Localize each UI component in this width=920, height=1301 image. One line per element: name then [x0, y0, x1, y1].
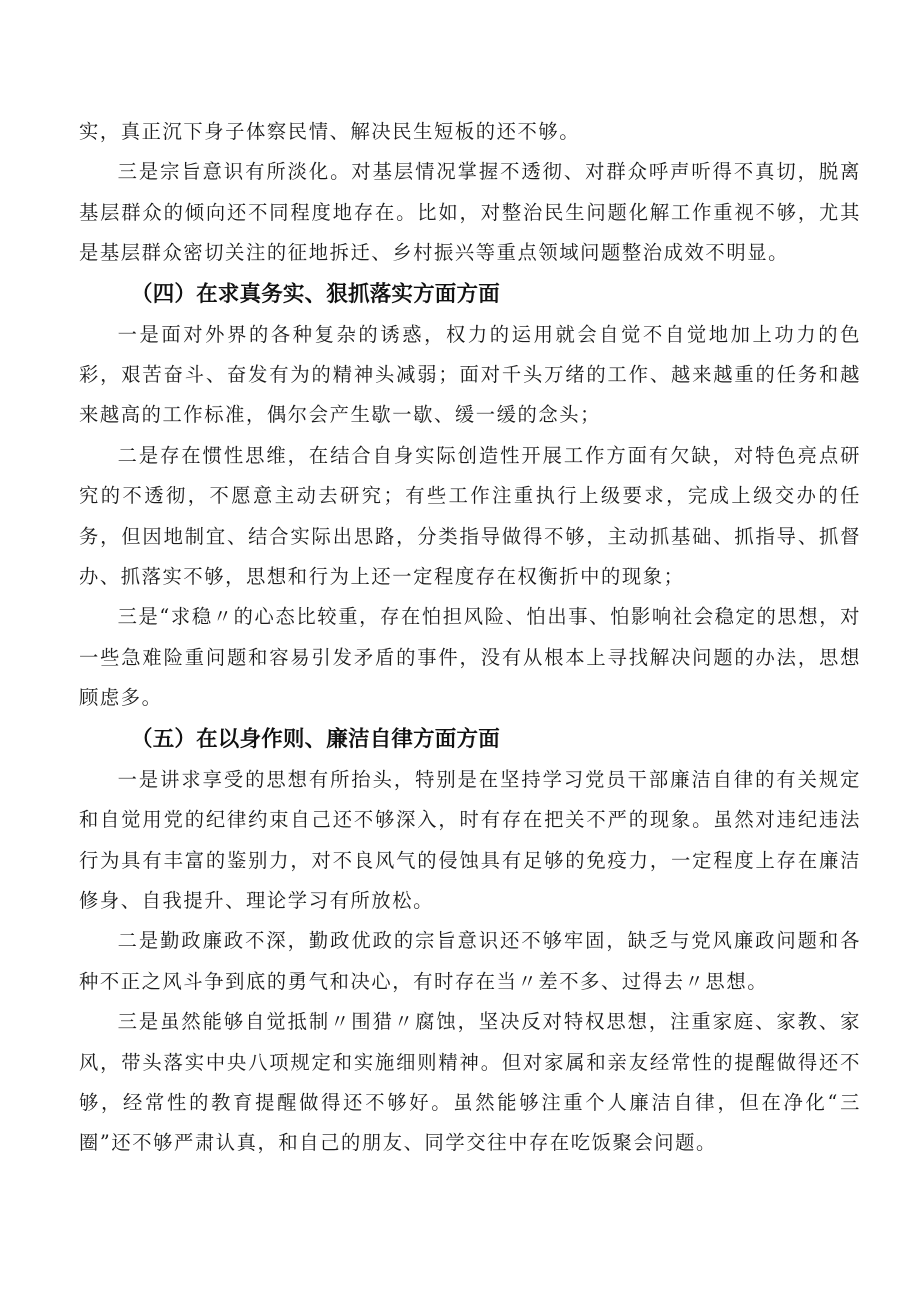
paragraph-four-point-three: 三是“求稳〃的心态比较重，存在怕担风险、怕出事、怕影响社会稳定的思想，对一些急难险重问题和容易引发矛盾的事件，没有从根本上寻找解决问题的办法，思想顾虑多。 — [79, 605, 861, 710]
paragraph-four-point-two: 二是存在惯性思维，在结合自身实际创造性开展工作方面有欠缺，对特色亮点研究的不透彻，不愿意主动去研究；有些工作注重执行上级要求，完成上级交办的任务，但因地制宜、结合实际出思路，分类指导做得不够，主动抓基础、抓指导、抓督办、抓落实不够，思想和行为上还一定程度存在权衡折中的现象； — [79, 443, 861, 589]
section-heading-five: （五）在以身作则、廉洁自律方面方面 — [131, 726, 500, 752]
section-heading-four: （四）在求真务实、狠抓落实方面方面 — [131, 281, 500, 307]
paragraph-continuation: 实，真正沉下身子体察民情、解决民生短板的还不够。 — [79, 120, 581, 143]
paragraph-five-point-two: 二是勤政廉政不深，勤政优政的宗旨意识还不够牢固，缺乏与党风廉政问题和各种不正之风斗争到底的勇气和决心，有时存在当〃差不多、过得去〃思想。 — [79, 929, 861, 993]
document-page — [79, 112, 861, 1164]
paragraph-five-point-one: 一是讲求享受的思想有所抬头，特别是在坚持学习党员干部廉洁自律的有关规定和自觉用党的纪律约束自己还不够深入，时有存在把关不严的现象。虽然对违纪违法行为具有丰富的鉴别力，对不良风气的侵蚀具有足够的免疫力，一定程度上存在廉洁修身、自我提升、理论学习有所放松。 — [79, 767, 861, 912]
paragraph-four-point-one: 一是面对外界的各种复杂的诱惑，权力的运用就会自觉不自觉地加上功力的色彩，艰苦奋斗、奋发有为的精神头减弱；面对千头万绪的工作、越来越重的任务和越来越高的工作标准，偶尔会产生歇一歇、缓一缓的念头； — [79, 322, 861, 427]
paragraph-five-point-three: 三是虽然能够自觉抵制〃围猎〃腐蚀，坚决反对特权思想，注重家庭、家教、家风，带头落实中央八项规定和实施细则精神。但对家属和亲友经常性的提醒做得还不够，经常性的教育提醒做得还不够好。虽然能够注重个人廉洁自律，但在净化“三圈”还不够严肃认真，和自己的朋友、同学交往中存在吃饭聚会问题。 — [79, 1010, 861, 1155]
paragraph-purpose-awareness: 三是宗旨意识有所淡化。对基层情况掌握不透彻、对群众呼声听得不真切，脱离基层群众的倾向还不同程度地存在。比如，对整治民生问题化解工作重视不够，尤其是基层群众密切关注的征地拆迁、乡村振兴等重点领域问题整治成效不明显。 — [79, 160, 861, 265]
